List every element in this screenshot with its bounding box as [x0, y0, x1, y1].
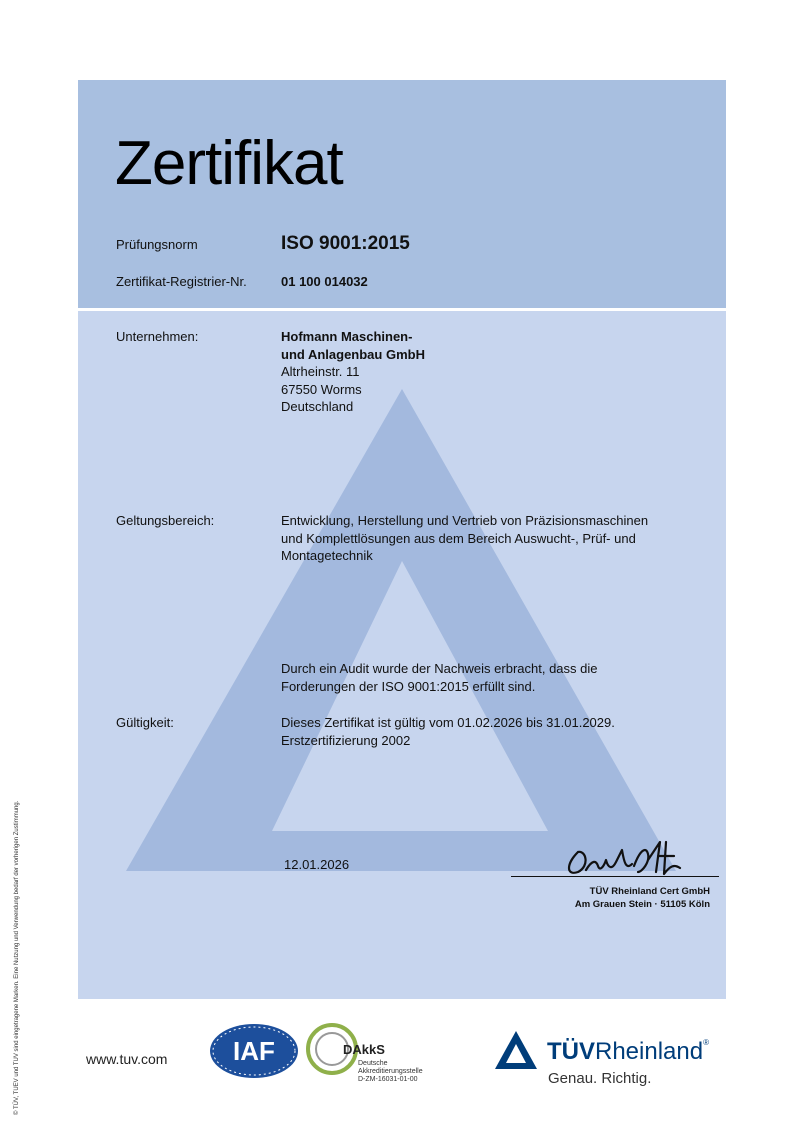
tuv-triangle-icon: [494, 1030, 538, 1070]
company-name-line1: Hofmann Maschinen-: [281, 329, 413, 344]
dakks-line-3: D-ZM-16031-01-00: [358, 1076, 418, 1083]
brand-tuv: TÜV: [547, 1038, 595, 1065]
scope-label: Geltungsbereich:: [116, 513, 215, 528]
brand-rheinland: Rheinland: [595, 1038, 704, 1065]
company-block: [281, 328, 425, 416]
registration-label: Zertifikat-Registrier-Nr.: [116, 274, 247, 289]
scope-line-2: und Komplettlösungen aus dem Bereich Auswucht-, Prüf- und: [281, 530, 636, 546]
iaf-logo-icon: [208, 1022, 300, 1080]
signature-icon: [556, 832, 696, 882]
validity-label: Gültigkeit:: [116, 715, 174, 730]
standard-label: Prüfungsnorm: [116, 237, 198, 252]
signature-line: [511, 876, 719, 877]
certificate-title: Zertifikat: [115, 129, 343, 198]
scope-text: [281, 512, 648, 565]
issuer-address: Am Grauen Stein · 51105 Köln: [574, 899, 710, 910]
dakks-subtext: [358, 1060, 423, 1084]
standard-value: ISO 9001:2015: [281, 233, 410, 254]
audit-line-2: Forderungen der ISO 9001:2015 erfüllt sind.: [281, 678, 536, 694]
audit-statement: [281, 660, 598, 695]
trademark-note: © TÜV, TUEV und TUV sind eingetragene Marken. Eine Nutzung und Verwendung bedarf der vorherigen Zustimmung.: [14, 800, 20, 1115]
scope-line-1: Entwicklung, Herstellung und Vertrieb von Präzisionsmaschinen: [281, 513, 649, 528]
issue-date: 12.01.2026: [284, 857, 350, 872]
dakks-line-1: Deutsche: [358, 1060, 388, 1067]
validity-text: [281, 714, 615, 749]
issuer-name: TÜV Rheinland Cert GmbH: [589, 886, 710, 897]
validity-line-2: Erstzertifizierung 2002: [281, 732, 411, 748]
company-country: Deutschland: [281, 399, 354, 414]
dakks-name: DAkkS: [343, 1042, 385, 1057]
footer-url: www.tuv.com: [86, 1051, 168, 1067]
tuv-brand-wordmark: [547, 1038, 709, 1066]
iaf-logo-text: IAF: [233, 1036, 275, 1066]
brand-registered-mark: ®: [703, 1038, 709, 1047]
company-city: 67550 Worms: [281, 381, 362, 397]
issuer-block: [520, 885, 710, 911]
scope-line-3: Montagetechnik: [281, 548, 373, 563]
brand-slogan: Genau. Richtig.: [548, 1070, 652, 1087]
company-name-line2: und Anlagenbau GmbH: [281, 346, 425, 362]
dakks-line-2: Akkreditierungsstelle: [358, 1068, 423, 1075]
company-street: Altrheinstr. 11: [281, 364, 360, 379]
registration-value: 01 100 014032: [281, 274, 368, 289]
company-label: Unternehmen:: [116, 329, 199, 344]
audit-line-1: Durch ein Audit wurde der Nachweis erbracht, dass die: [281, 661, 598, 676]
validity-line-1: Dieses Zertifikat ist gültig vom 01.02.2026 bis 31.01.2029.: [281, 715, 615, 730]
